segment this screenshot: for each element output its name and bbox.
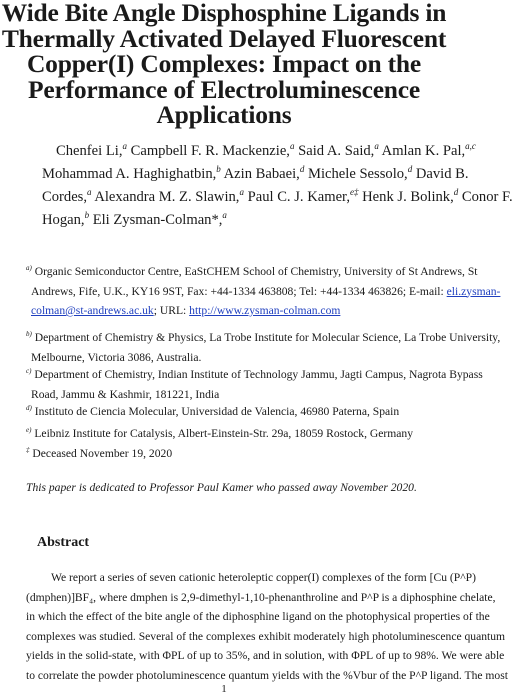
author-name: Conor F. (458, 189, 513, 205)
author-name: Cordes, (42, 189, 87, 205)
affil-marker: a (122, 141, 127, 152)
paper-title (0, 0, 448, 128)
affil-marker: a (239, 187, 244, 198)
author-name: Said A. Said, (294, 143, 375, 159)
affil-marker: d (299, 164, 305, 175)
author-name: Amlan K. Pal, (378, 143, 466, 159)
abstract-line: yields in the solid-state, with ΦPL of up to 35%, and in solution, with ΦPL of up to 98%. We were able (26, 649, 505, 662)
affil-marker: d (453, 187, 459, 198)
author-name: Michele Sessolo, (304, 166, 408, 182)
affil-line: $^{a)}$ Organic Semiconductor Centre, EaStCHEM School of Chemistry, University of St Andrews, St (26, 264, 478, 278)
affil-line: colman@st-andrews.ac.uk; URL: http://www.zysman-colman.com (31, 304, 341, 317)
affil-marker: a (222, 210, 227, 221)
author-line (42, 140, 476, 163)
affiliation-b (26, 328, 501, 367)
abstract-line: complexes was studied. Several of the complexes exhibit moderately high photoluminescence quantum (26, 629, 506, 643)
abstract-line: (dmphen)]BF₄, where dmphen is 2,9-dimethyl-1,10-phenanthroline and P^P is a diphosphine chelate, (26, 590, 496, 604)
author-name: Alexandra M. Z. Slawin, (91, 189, 240, 205)
affil-marker: a (87, 187, 92, 198)
url-link[interactable]: http://www.zysman-colman.com (189, 304, 341, 317)
affil-marker: e‡ (349, 187, 359, 198)
affiliation-c (26, 365, 483, 404)
abstract-body (26, 568, 508, 685)
affil-marker: a (289, 141, 295, 152)
author-name: Azin Babaei, (220, 166, 300, 182)
title-line: Wide Bite Angle Disphosphine Ligands in (1, 0, 447, 27)
affiliation-d (26, 402, 446, 422)
dedication: This paper is dedicated to Professor Paul Kamer who passed away November 2020. (26, 481, 417, 494)
affil-label: a) (26, 264, 32, 273)
title-line: Performance of Electroluminescence (27, 74, 421, 104)
abstract-line: in which the effect of the bite angle of the diphosphine ligand on the photophysical properties of the (26, 610, 490, 623)
page-number: 1 (221, 683, 227, 695)
author-line (42, 163, 469, 186)
affil-line: $^{d)}$ Instituto de Ciencia Molecular, Universidad de Valencia, 46980 Paterna, Spain (26, 404, 400, 418)
affil-label: c) (26, 367, 32, 376)
abstract-line: to correlate the powder photoluminescence quantum yields with the %Vbur of the P^P ligand. The most (26, 668, 508, 682)
author-name: David B. (412, 166, 469, 182)
affil-marker: b (216, 164, 221, 175)
email-link[interactable]: colman@st-andrews.ac.uk (31, 304, 154, 317)
author-name: Hogan, (42, 212, 85, 228)
author-name: Paul C. J. Kamer, (243, 189, 350, 205)
affil-line: $^{e)}$ Leibniz Institute for Catalysis, Albert-Einstein-Str. 29a, 18059 Rostock, Germany (26, 426, 414, 440)
affil-line: $^{c)}$ Department of Chemistry, Indian Institute of Technology Jammu, Jagti Campus, Nagrota Bypass (26, 367, 483, 381)
affil-marker: a,c (465, 141, 476, 152)
affil-line: $^{b)}$ Department of Chemistry & Physics, La Trobe Institute for Molecular Science, La Trobe University, (26, 330, 501, 344)
title-line: Copper(I) Complexes: Impact on the (26, 49, 422, 78)
author-name: Henk J. Bolink, (358, 189, 454, 205)
affil-label: b) (26, 330, 32, 339)
author-name: Chenfei Li, (56, 143, 123, 159)
author-name: Mohammad A. Haghighatbin, (42, 166, 217, 182)
affil-line: Road, Jammu & Kashmir, 181221, India (31, 387, 220, 401)
author-name: Eli Zysman-Colman*, (89, 212, 223, 228)
abstract-line: We report a series of seven cationic heteroleptic copper(I) complexes of the form [Cu (P^P) (51, 571, 476, 584)
title-line: Applications (156, 100, 292, 129)
affil-marker: a (374, 141, 379, 152)
affil-line: Andrews, Fife, U.K., KY16 9ST, Fax: +44-1334 463808; Tel: +44-1334 463826; E-mail: eli.zysman- (31, 284, 501, 298)
affil-line: ‡ Deceased November 19, 2020 (26, 446, 173, 460)
author-line (42, 209, 444, 232)
author-line (42, 186, 513, 209)
affil-label: e) (26, 426, 32, 435)
affil-marker: d (407, 164, 413, 175)
author-list (42, 140, 513, 232)
affil-label: d) (26, 404, 32, 413)
title-line: Thermally Activated Delayed Fluorescent (1, 23, 447, 53)
affil-marker: b (84, 210, 90, 221)
affiliation-a (26, 262, 501, 321)
affil-line: Melbourne, Victoria 3086, Australia. (31, 350, 202, 364)
email-link[interactable]: eli.zysman- (446, 284, 501, 298)
author-name: Campbell F. R. Mackenzie, (126, 143, 290, 159)
deceased-note (26, 444, 446, 464)
abstract-heading: Abstract (37, 535, 90, 550)
affiliation-e (26, 424, 446, 444)
dagger-marker: ‡ (26, 446, 30, 455)
